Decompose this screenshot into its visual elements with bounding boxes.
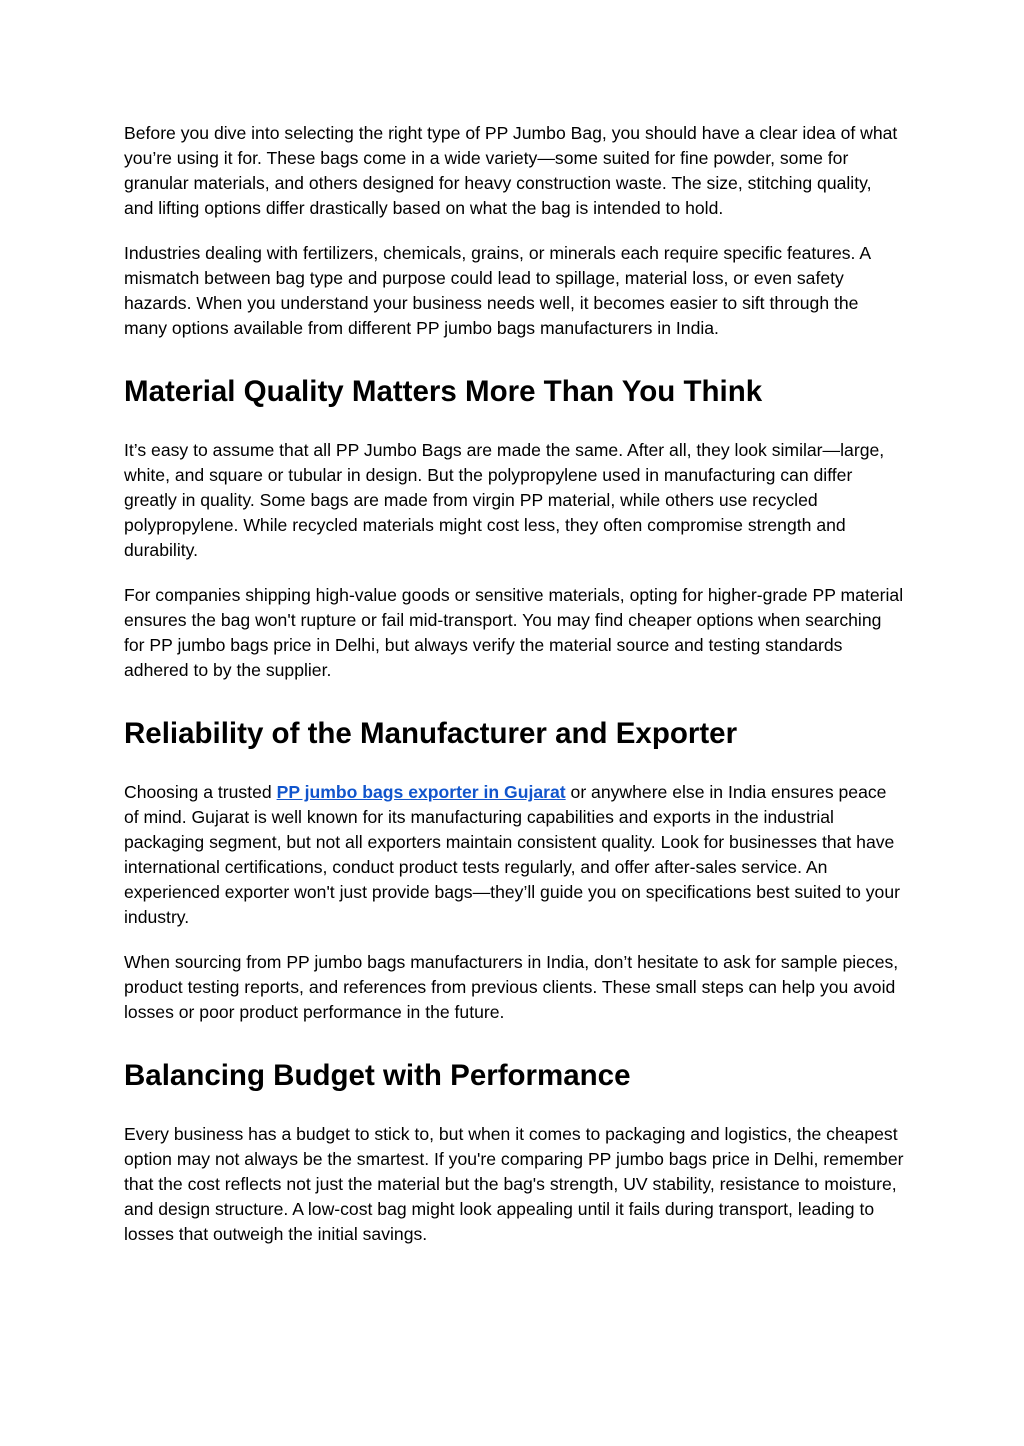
reliability-text-after-link: or anywhere else in India ensures peace of mind. Gujarat is well known for its manufacturing capabilities and exports in the industrial packaging segment, but not all exporters maintain consistent quality. Look for businesses that have international certifications, conduct product tests regularly, and offer after-sales service. An experienced exporter won't just provide bags—they’ll guide you on specifications best suited to your industry. xyxy=(124,782,900,927)
intro-paragraph-1: Before you dive into selecting the right type of PP Jumbo Bag, you should have a clear idea of what you’re using it for. These bags come in a wide variety—some suited for fine powder, some for granular materials, and others designed for heavy construction waste. The size, stitching quality, and lifting options differ drastically based on what the bag is intended to hold. xyxy=(124,123,898,218)
document-body xyxy=(124,121,904,1267)
reliability-paragraph-1 xyxy=(124,780,904,930)
section-heading-reliability: Reliability of the Manufacturer and Exporter xyxy=(124,717,738,750)
intro-paragraph-2: Industries dealing with fertilizers, chemicals, grains, or minerals each require specific features. A mismatch between bag type and purpose could lead to spillage, material loss, or even safety hazards. When you understand your business needs well, it becomes easier to sift through the many options available from different PP jumbo bags manufacturers in India. xyxy=(124,243,871,338)
budget-paragraph-1: Every business has a budget to stick to, but when it comes to packaging and logistics, the cheapest option may not always be the smartest. If you're comparing PP jumbo bags price in Delhi, remember that the cost reflects not just the material but the bag's strength, UV stability, resistance to moisture, and design structure. A low-cost bag might look appealing until it fails during transport, leading to losses that outweigh the initial savings. xyxy=(124,1124,904,1244)
section-heading-material-quality: Material Quality Matters More Than You Think xyxy=(124,375,763,408)
exporter-gujarat-link[interactable]: PP jumbo bags exporter in Gujarat xyxy=(276,782,566,802)
reliability-text-before-link: Choosing a trusted xyxy=(124,782,277,802)
section-heading-budget: Balancing Budget with Performance xyxy=(124,1059,631,1092)
material-quality-paragraph-2: For companies shipping high-value goods or sensitive materials, opting for higher-grade PP material ensures the bag won't rupture or fail mid-transport. You may find cheaper options when searching for PP jumbo bags price in Delhi, but always verify the material source and testing standards adhered to by the supplier. xyxy=(124,585,904,680)
reliability-paragraph-2: When sourcing from PP jumbo bags manufacturers in India, don’t hesitate to ask for sample pieces, product testing reports, and references from previous clients. These small steps can help you avoid losses or poor product performance in the future. xyxy=(124,952,899,1022)
material-quality-paragraph-1: It’s easy to assume that all PP Jumbo Bags are made the same. After all, they look similar—large, white, and square or tubular in design. But the polypropylene used in manufacturing can differ greatly in quality. Some bags are made from virgin PP material, while others use recycled polypropylene. While recycled materials might cost less, they often compromise strength and durability. xyxy=(124,440,885,560)
